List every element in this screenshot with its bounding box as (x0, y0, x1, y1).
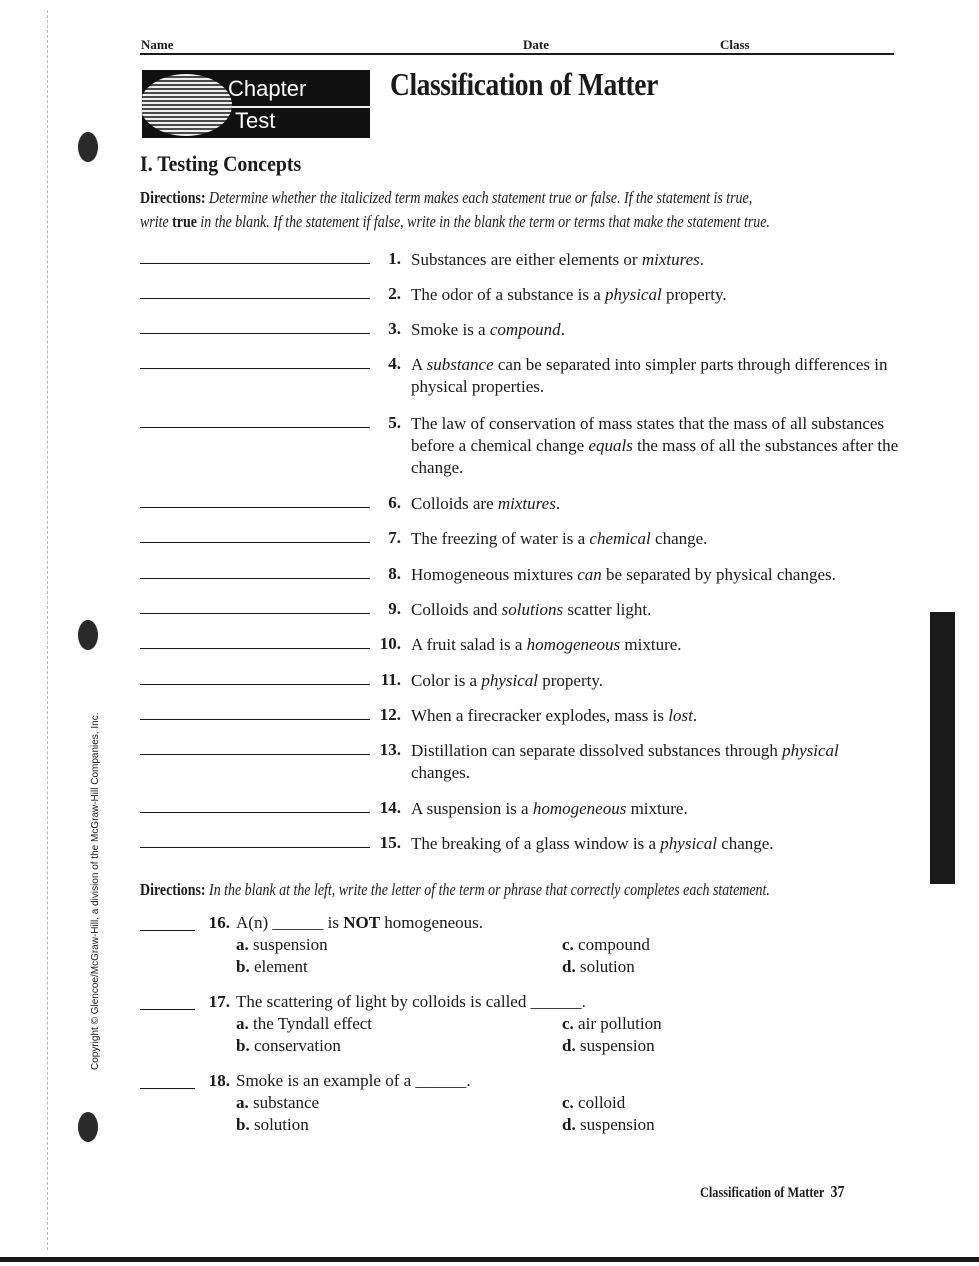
question-text (411, 564, 901, 586)
question-text-part: Smoke is a (411, 320, 490, 339)
answer-blank[interactable] (140, 613, 370, 614)
answer-blank[interactable] (140, 847, 370, 848)
copyright-notice: Copyright © Glencoe/McGraw-Hill, a division of the McGraw-Hill Companies, Inc. (90, 712, 101, 1070)
answer-option (562, 1014, 662, 1034)
question-text-part: property. (538, 671, 604, 690)
italic-term: can (577, 565, 602, 584)
question-number: 12. (379, 705, 401, 724)
question-number: 4. (388, 354, 401, 373)
answer-option (236, 1115, 309, 1135)
directions-2 (140, 878, 770, 902)
answer-blank[interactable] (140, 368, 370, 369)
answer-blank[interactable] (140, 1088, 195, 1089)
option-text: suspension (253, 935, 328, 954)
option-text: the Tyndall effect (253, 1014, 373, 1033)
header-rule (140, 53, 894, 55)
option-letter: d. (562, 957, 576, 976)
italic-term: physical (660, 834, 717, 853)
section-title: I. Testing Concepts (140, 151, 302, 176)
italic-term: solutions (501, 600, 564, 619)
answer-blank[interactable] (140, 684, 370, 685)
question-stem-part: Smoke is an example of a ______. (236, 1071, 471, 1090)
option-letter: c. (562, 935, 574, 954)
question-number: 8. (388, 564, 401, 583)
italic-term: physical (481, 671, 539, 690)
question-number: 7. (388, 528, 401, 547)
question-text (411, 319, 901, 341)
question-text-part: A suspension is a (411, 799, 533, 818)
question-text-part: property. (661, 285, 727, 304)
question-text-part: . (555, 494, 561, 513)
question-text-part: Colloids are (411, 494, 498, 513)
footer-title: Classification of Matter (700, 1185, 825, 1201)
question-text-part: Substances are either elements or (411, 250, 642, 269)
question-text (411, 493, 901, 515)
question-stem-part: The scattering of light by colloids is called ______. (236, 992, 586, 1011)
answer-blank[interactable] (140, 719, 370, 720)
badge-line-1: Chapter (228, 76, 307, 101)
answer-option (236, 1014, 372, 1034)
answer-blank[interactable] (140, 427, 370, 428)
option-letter: a. (236, 935, 249, 954)
question-number: 3. (388, 319, 401, 338)
question-text-part: Colloids and (411, 600, 502, 619)
italic-term: chemical (589, 529, 651, 548)
question-number: 2. (388, 284, 401, 303)
question-text (411, 670, 901, 692)
question-text-part: scatter light. (563, 600, 652, 619)
italic-term: physical (782, 741, 839, 760)
option-letter: b. (236, 1036, 250, 1055)
question-number: 18. (208, 1071, 230, 1090)
directions-text: In the blank at the left, write the letter of the term or phrase that correctly completes each statement. (205, 880, 770, 899)
question-stem (236, 1071, 471, 1091)
answer-option (562, 957, 635, 977)
question-text-part: be separated by physical changes. (601, 565, 836, 584)
italic-term: mixtures (497, 494, 556, 513)
option-letter: a. (236, 1093, 249, 1112)
answer-option (562, 1036, 655, 1056)
directions-1 (140, 186, 770, 234)
answer-blank[interactable] (140, 298, 370, 299)
question-text-part: When a firecracker explodes, mass is (411, 706, 669, 725)
directions-label: Directions: (140, 188, 206, 207)
option-letter: c. (562, 1014, 574, 1033)
answer-option (562, 1115, 655, 1135)
answer-blank[interactable] (140, 263, 370, 264)
page-title: Classification of Matter (390, 66, 658, 102)
italic-term: lost (668, 706, 693, 725)
page-number: 37 (830, 1182, 845, 1201)
question-text-part: changes. (411, 763, 471, 782)
italic-term: physical (605, 285, 662, 304)
directions-text: write (140, 212, 173, 231)
question-text (411, 413, 901, 479)
question-number: 10. (379, 634, 401, 653)
directions-text: in the blank. If the statement if false, write in the blank the term or terms that make the statement true. (196, 212, 770, 231)
question-text-part: can be separated into simpler parts through differences in physical properties. (411, 355, 888, 396)
answer-blank[interactable] (140, 1009, 195, 1010)
directions-keyword: true (172, 212, 197, 231)
question-text-part: A fruit salad is a (411, 635, 527, 654)
side-tab-label: Assessment (952, 562, 974, 680)
question-stem-part: NOT (343, 913, 381, 932)
punch-hole-icon (78, 1112, 98, 1142)
question-text-part: change. (716, 834, 774, 853)
answer-option (236, 957, 308, 977)
question-text (411, 599, 901, 621)
question-text (411, 740, 901, 784)
option-letter: d. (562, 1036, 576, 1055)
question-text-part: . (692, 706, 698, 725)
answer-option (236, 1036, 341, 1056)
italic-term: homogeneous (532, 799, 627, 818)
option-text: suspension (579, 1115, 655, 1134)
answer-blank[interactable] (140, 648, 370, 649)
answer-blank[interactable] (140, 507, 370, 508)
question-text (411, 284, 901, 306)
option-letter: b. (236, 957, 250, 976)
punch-hole-icon (78, 132, 98, 162)
italic-term: substance (426, 355, 494, 374)
option-letter: d. (562, 1115, 576, 1134)
italic-term: equals (588, 436, 633, 455)
question-text (411, 705, 901, 727)
question-stem (236, 913, 483, 933)
question-text-part: mixture. (620, 635, 682, 654)
answer-blank[interactable] (140, 930, 195, 931)
bottom-rule (0, 1257, 979, 1262)
page-footer (700, 1182, 844, 1202)
question-text-part: change. (650, 529, 708, 548)
option-text: air pollution (578, 1014, 662, 1033)
question-text (411, 833, 901, 855)
directions-text: Determine whether the italicized term makes each statement true or false. If the statement is true, (205, 188, 753, 207)
question-number: 11. (380, 670, 401, 689)
option-text: substance (253, 1093, 320, 1112)
italic-term: compound (489, 320, 561, 339)
option-letter: c. (562, 1093, 574, 1112)
question-text-part: . (560, 320, 565, 339)
answer-option (236, 935, 328, 955)
italic-term: homogeneous (526, 635, 621, 654)
question-number: 6. (388, 493, 401, 512)
answer-option (562, 935, 650, 955)
question-text-part: Color is a (411, 671, 482, 690)
italic-term: mixtures (641, 250, 700, 269)
question-text-part: The breaking of a glass window is a (411, 834, 661, 853)
question-number: 5. (388, 413, 401, 432)
option-text: compound (578, 935, 650, 954)
name-label: Name (141, 37, 174, 52)
question-text-part: The freezing of water is a (411, 529, 590, 548)
question-text-part: mixture. (626, 799, 688, 818)
directions-label: Directions: (140, 880, 206, 899)
question-text (411, 634, 901, 656)
answer-blank[interactable] (140, 812, 370, 813)
option-text: colloid (578, 1093, 626, 1112)
question-text-part: The law of conservation of mass states that the mass of all substances before a chemical change (411, 414, 885, 455)
option-text: solution (253, 1115, 309, 1134)
answer-option (236, 1093, 319, 1113)
question-number: 9. (388, 599, 401, 618)
question-stem-part: A(n) ______ is (236, 913, 344, 932)
answer-blank[interactable] (140, 578, 370, 579)
badge-disc-icon (142, 74, 232, 136)
class-label: Class (720, 37, 750, 52)
question-text (411, 528, 901, 550)
option-letter: a. (236, 1014, 249, 1033)
answer-option (562, 1093, 625, 1113)
question-text-part: A (411, 355, 427, 374)
question-number: 14. (379, 798, 401, 817)
punch-hole-icon (78, 620, 98, 650)
answer-blank[interactable] (140, 333, 370, 334)
question-text-part: The odor of a substance is a (411, 285, 606, 304)
question-stem-part: homogeneous. (380, 913, 483, 932)
question-number: 17. (208, 992, 230, 1011)
question-text (411, 354, 901, 398)
badge-line-2: Test (235, 108, 276, 133)
question-text-part: . (699, 250, 704, 269)
date-label: Date (523, 37, 549, 52)
chapter-test-badge (142, 70, 370, 138)
question-number: 13. (379, 740, 401, 759)
question-number: 16. (208, 913, 230, 932)
question-text-part: Distillation can separate dissolved substances through (411, 741, 783, 760)
answer-blank[interactable] (140, 754, 370, 755)
question-text (411, 798, 901, 820)
option-text: suspension (579, 1036, 655, 1055)
question-text-part: the mass of all the substances after the change. (411, 436, 899, 477)
option-text: conservation (253, 1036, 341, 1055)
question-text-part: Homogeneous mixtures (411, 565, 578, 584)
option-text: element (253, 957, 308, 976)
binding-margin-line (47, 10, 48, 1250)
question-number: 15. (379, 833, 401, 852)
question-number: 1. (388, 249, 401, 268)
option-text: solution (579, 957, 635, 976)
question-stem (236, 992, 586, 1012)
option-letter: b. (236, 1115, 250, 1134)
answer-blank[interactable] (140, 542, 370, 543)
question-text (411, 249, 901, 271)
